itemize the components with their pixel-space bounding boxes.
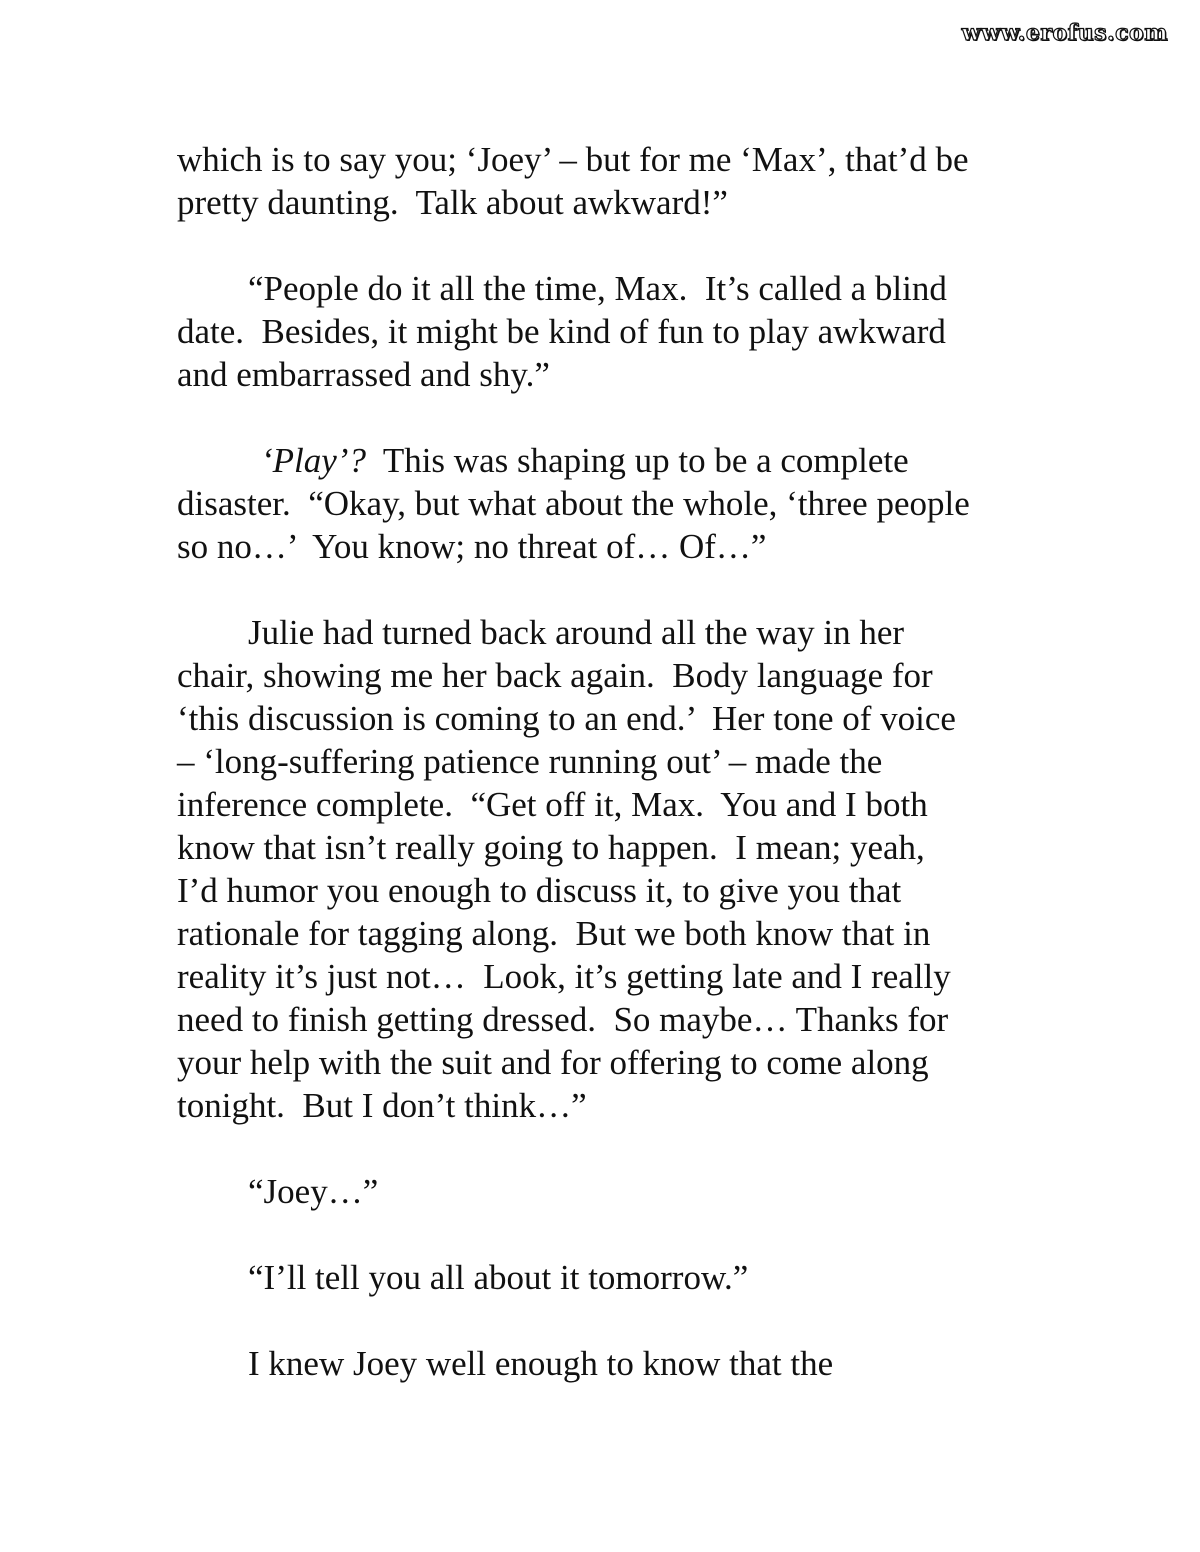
text-line: your help with the suit and for offering to come along	[177, 1043, 929, 1082]
text-line: date. Besides, it might be kind of fun to play awkward	[177, 312, 946, 351]
watermark-logo: www.erofus.com	[961, 20, 1168, 46]
paragraph	[177, 267, 1047, 396]
text-line: rationale for tagging along. But we both know that in	[177, 914, 931, 953]
text-line: tonight. But I don’t think…”	[177, 1086, 587, 1125]
text-line: “Joey…”	[248, 1172, 379, 1211]
text-line: which is to say you; ‘Joey’ – but for me ‘Max’, that’d be	[177, 140, 969, 179]
paragraph	[177, 138, 1047, 224]
paragraph	[177, 1170, 1047, 1213]
paragraph	[177, 439, 1047, 568]
text-line: “People do it all the time, Max. It’s called a blind	[248, 269, 947, 308]
text-line: I’d humor you enough to discuss it, to give you that	[177, 871, 902, 910]
text-line: know that isn’t really going to happen. I mean; yeah,	[177, 828, 925, 867]
text-line: and embarrassed and shy.”	[177, 355, 550, 394]
text-line: disaster. “Okay, but what about the whole, ‘three people	[177, 484, 970, 523]
text-line: need to finish getting dressed. So maybe… Thanks for	[177, 1000, 949, 1039]
text-line: Julie had turned back around all the way in her	[248, 613, 905, 652]
document-body	[177, 138, 1047, 1385]
text-line: pretty daunting. Talk about awkward!”	[177, 183, 728, 222]
text-line: ‘this discussion is coming to an end.’ Her tone of voice	[177, 699, 956, 738]
text-line: I knew Joey well enough to know that the	[248, 1344, 834, 1383]
text-line: reality it’s just not… Look, it’s getting late and I really	[177, 957, 951, 996]
text-line	[177, 439, 1047, 482]
paragraph	[177, 1256, 1047, 1299]
text-line: “I’ll tell you all about it tomorrow.”	[248, 1258, 749, 1297]
paragraph	[177, 1342, 1047, 1385]
paragraph	[177, 611, 1047, 1127]
text-line: – ‘long-suffering patience running out’ – made the	[177, 742, 883, 781]
text-line: so no…’ You know; no threat of… Of…”	[177, 527, 767, 566]
text-span: This was shaping up to be a complete	[365, 441, 909, 480]
text-line: chair, showing me her back again. Body language for	[177, 656, 933, 695]
italic-emphasis: ‘Play’?	[261, 441, 366, 480]
text-line: inference complete. “Get off it, Max. You and I both	[177, 785, 928, 824]
